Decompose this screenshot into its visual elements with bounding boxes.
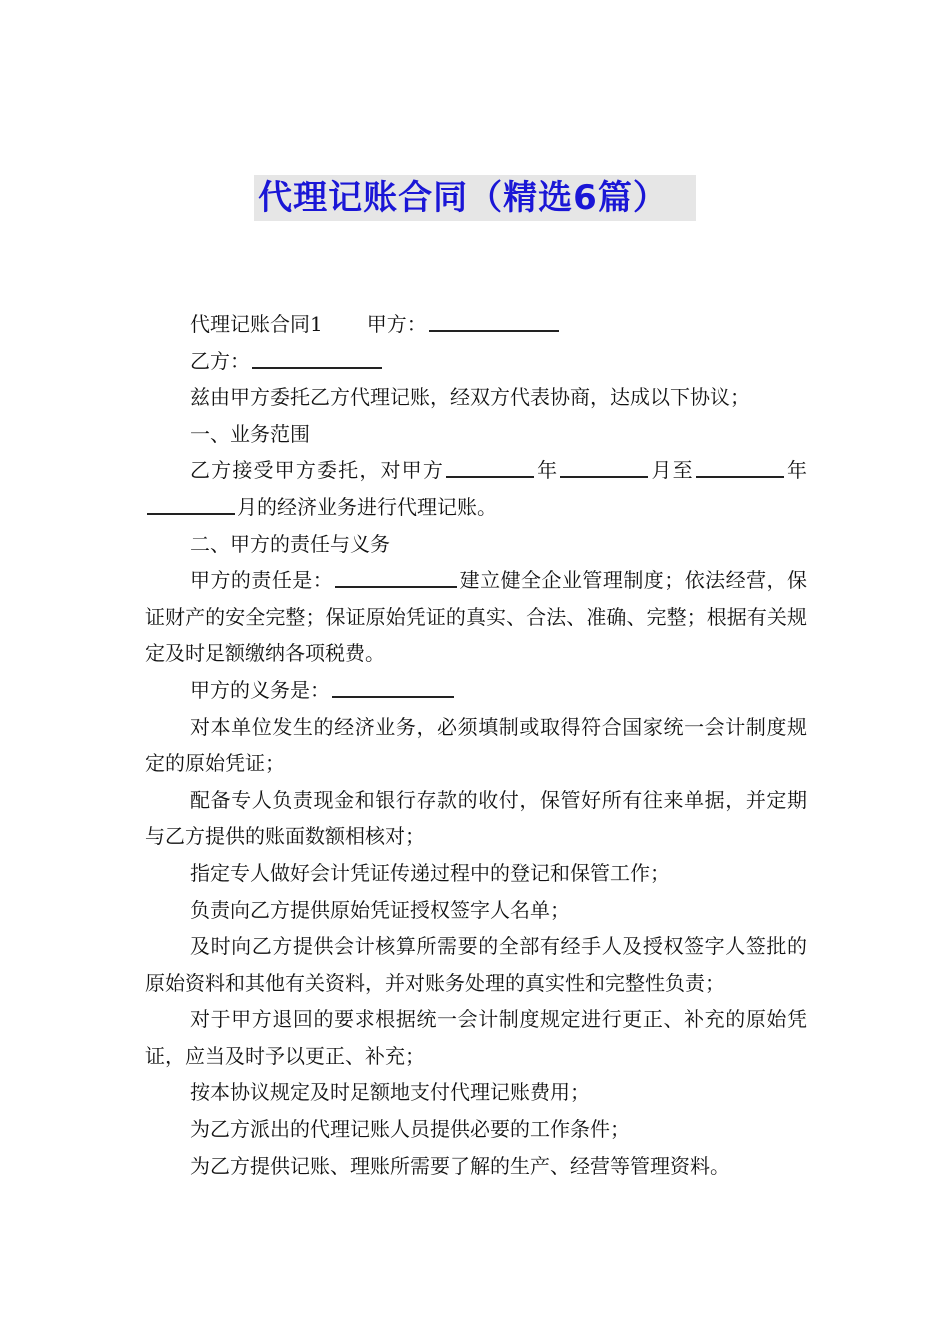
section-1-title: 一、业务范围 — [190, 421, 310, 446]
scope-blank-4 — [147, 513, 235, 515]
scope-text-2: 年 — [536, 458, 559, 483]
paragraph-duty — [145, 562, 807, 672]
scope-text-4: 年 — [785, 458, 808, 483]
party-b-blank — [252, 367, 382, 369]
duty-label: 甲方的责任是： — [190, 568, 334, 593]
party-b-label: 乙方： — [190, 348, 250, 373]
obligation-item: 为乙方派出的代理记账人员提供必要的工作条件； — [190, 1117, 630, 1142]
obligation-item: 对于甲方退回的要求根据统一会计制度规定进行更正、补充的原始凭证，应当及时予以更正、补充； — [145, 1007, 807, 1068]
section-2-title: 二、甲方的责任与义务 — [190, 531, 390, 556]
contract-heading: 代理记账合同1 — [190, 312, 323, 336]
scope-text-3: 月至 — [650, 458, 694, 483]
scope-text-1: 乙方接受甲方委托，对甲方 — [190, 458, 444, 483]
obligation-item: 负责向乙方提供原始凭证授权签字人名单； — [190, 897, 570, 922]
paragraph-party-b — [145, 343, 807, 380]
paragraph-scope — [145, 452, 807, 525]
duty-text: 建立健全企业管理制度；依法经营，保证财产的安全完整；保证原始凭证的真实、合法、准确、完整；根据有关规定及时足额缴纳各项税费。 — [145, 568, 808, 666]
document-title: 代理记账合同（精选6篇） — [254, 175, 696, 221]
obligation-item: 为乙方提供记账、理账所需要了解的生产、经营等管理资料。 — [190, 1153, 730, 1178]
obligation-label: 甲方的义务是： — [190, 677, 330, 702]
scope-blank-3 — [696, 476, 784, 478]
obligation-item: 指定专人做好会计凭证传递过程中的登记和保管工作； — [190, 860, 670, 885]
party-a-label: 甲方： — [366, 312, 427, 336]
obligation-item: 按本协议规定及时足额地支付代理记账费用； — [190, 1080, 590, 1105]
scope-text-5: 月的经济业务进行代理记账。 — [237, 494, 497, 519]
obligation-item: 及时向乙方提供会计核算所需要的全部有经手人及授权签字人签批的原始资料和其他有关资料，并对账务处理的真实性和完整性负责； — [145, 934, 807, 995]
scope-blank-2 — [560, 476, 648, 478]
paragraph-obligation — [145, 672, 807, 709]
scope-blank-1 — [446, 476, 534, 478]
document-body — [145, 306, 807, 1184]
paragraph-heading-party-a — [145, 306, 807, 343]
paragraph-intro: 兹由甲方委托乙方代理记账，经双方代表协商，达成以下协议； — [190, 385, 750, 410]
obligation-item: 对本单位发生的经济业务，必须填制或取得符合国家统一会计制度规定的原始凭证； — [145, 714, 807, 776]
title-container — [0, 175, 950, 221]
party-a-blank — [429, 330, 559, 332]
obligation-blank — [332, 696, 454, 698]
obligation-item: 配备专人负责现金和银行存款的收付，保管好所有往来单据，并定期与乙方提供的账面数额相核对； — [145, 787, 807, 849]
duty-blank — [335, 586, 457, 588]
